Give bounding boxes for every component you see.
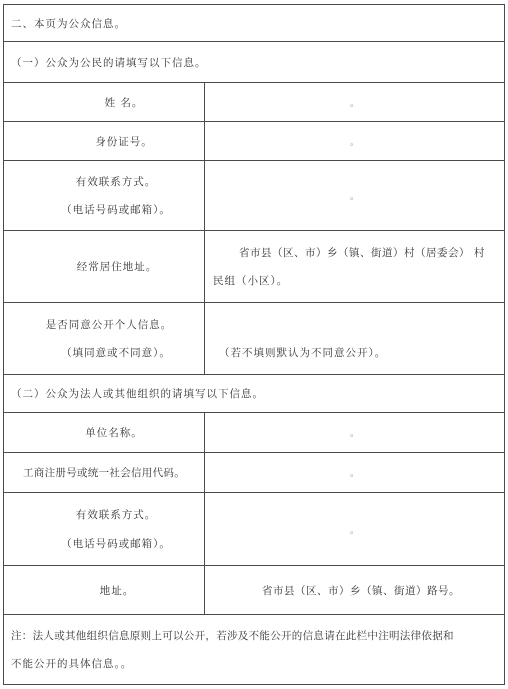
org-contact-hint: （电话号码或邮箱）。 xyxy=(61,538,171,550)
org-name-value-cell[interactable] xyxy=(204,412,505,453)
org-contact-value: 。 xyxy=(349,525,359,536)
org-address-label-cell xyxy=(3,565,205,615)
reg-code-value: 。 xyxy=(349,469,359,479)
org-address-value: 省市县（区、市）乡（镇、街道）路号。 xyxy=(262,584,460,597)
address-label: 经常居住地址。 xyxy=(76,261,158,273)
note-line1: 注：法人或其他组织信息原则上可以公开，若涉及不能公开的信息请在此栏中注明法律依据和 xyxy=(11,630,454,642)
org-contact-value-cell[interactable] xyxy=(204,492,505,566)
org-contact-label: 有效联系方式。 xyxy=(75,509,157,521)
name-label: 姓 名。 xyxy=(104,96,144,109)
id-number-label: 身份证号。 xyxy=(95,135,153,148)
address-value-line1: 省市县（区、市）乡（镇、街道）村（居委会） 村 xyxy=(239,246,485,259)
reg-code-value-cell[interactable] xyxy=(204,452,505,493)
section-title: 二、本页为公众信息。 xyxy=(11,17,126,30)
name-value: 。 xyxy=(349,98,359,109)
consent-hint: （填同意或不同意）。 xyxy=(61,347,171,360)
consent-default-note: （若不填则默认为不同意公开）。 xyxy=(219,347,387,359)
org-heading: （二）公众为法人或其他组织的请填写以下信息。 xyxy=(11,388,264,400)
id-label-cell xyxy=(3,121,205,161)
org-name-label: 单位名称。 xyxy=(85,427,143,439)
contact-value: 。 xyxy=(349,192,359,202)
contact-value-cell[interactable] xyxy=(204,160,505,231)
name-label-cell xyxy=(3,82,205,122)
address-label-cell xyxy=(3,230,205,303)
org-heading-row xyxy=(3,374,505,413)
consent-label: 是否同意公开个人信息。 xyxy=(45,318,173,331)
name-value-cell[interactable] xyxy=(204,82,505,122)
org-name-label-cell xyxy=(3,412,205,453)
org-address-value-cell[interactable] xyxy=(204,565,505,615)
note-row xyxy=(3,614,505,685)
contact-hint: （电话号码或邮箱）。 xyxy=(61,204,171,216)
id-number-value: 。 xyxy=(349,137,359,148)
note-line2: 不能公开的具体信息。。 xyxy=(11,658,133,670)
id-number-value-cell[interactable] xyxy=(204,121,505,161)
consent-value-cell[interactable] xyxy=(204,302,505,375)
citizen-heading: （一）公众为公民的请填写以下信息。 xyxy=(11,56,207,69)
section-title-row xyxy=(3,4,505,42)
org-name-value: 。 xyxy=(349,429,359,439)
address-value-cell[interactable] xyxy=(204,230,505,303)
reg-code-label: 工商注册号或统一社会信用代码。 xyxy=(23,467,185,479)
org-contact-label-cell xyxy=(3,492,205,566)
consent-label-cell xyxy=(3,302,205,375)
contact-label: 有效联系方式。 xyxy=(75,176,157,188)
citizen-heading-row xyxy=(3,41,505,83)
org-address-label: 地址。 xyxy=(99,584,135,597)
reg-code-label-cell xyxy=(3,452,205,493)
address-value-line2: 民组（小区）。 xyxy=(213,275,289,288)
contact-label-cell xyxy=(3,160,205,231)
